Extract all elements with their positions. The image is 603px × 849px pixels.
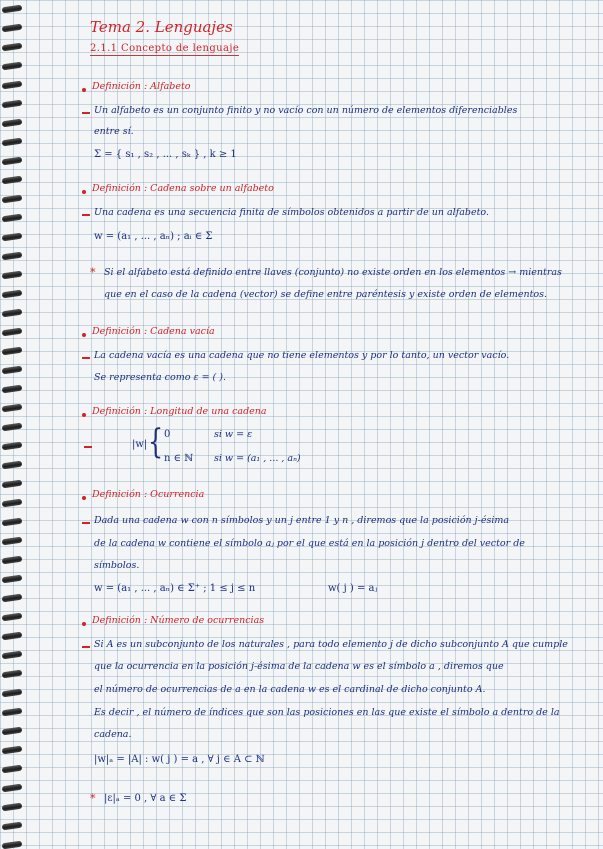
definition-numero-star-formula: |ε|ₐ = 0 , ∀ a ∈ Σ [104, 793, 187, 804]
definition-vacia-text-2: Se representa como ε = ( ). [94, 372, 227, 383]
dash-marker [82, 646, 90, 648]
definition-vacia-label: Definición : Cadena vacía [92, 326, 215, 337]
definition-numero-text-4: Es decir , el número de índices que son las posiciones en las que existe el símbolo a dentro de la [94, 707, 560, 718]
dash-marker [82, 522, 90, 524]
dash-marker [84, 446, 92, 448]
section-subtitle: 2.1.1 Concepto de lenguaje [90, 43, 240, 54]
definition-alfabeto-text-1: Un alfabeto es un conjunto finito y no vacío con un número de elementos diferenciables [94, 105, 518, 116]
definition-ocurrencia-formula-2: w( j ) = aⱼ [328, 583, 378, 594]
definition-alfabeto-formula: Σ = { s₁ , s₂ , ... , sₖ } , k ≥ 1 [94, 149, 237, 160]
definition-numero-formula: |w|ₐ = |A| : w( j ) = a , ∀ j ∈ A ⊂ ℕ [94, 754, 265, 765]
longitud-condition-1: si w = ε [214, 429, 253, 440]
definition-alfabeto-text-2: entre sí. [94, 126, 134, 137]
star-icon: * [90, 792, 96, 805]
bullet-dot [82, 413, 86, 417]
definition-cadena-text-1: Una cadena es una secuencia finita de símbolos obtenidos a partir de un alfabeto. [94, 207, 489, 218]
bullet-dot [82, 496, 86, 500]
definition-ocurrencia-text-1: Dada una cadena w con n símbolos y un j entre 1 y n , diremos que la posición j-ésima [94, 515, 510, 526]
longitud-condition-2: si w = (a₁ , ... , aₙ) [214, 453, 301, 464]
definition-vacia-text-1: La cadena vacía es una cadena que no tiene elementos y por lo tanto, un vector vacío. [94, 350, 510, 361]
definition-numero-text-3: el número de ocurrencias de a en la cadena w es el cardinal de dicho conjunto A. [94, 684, 486, 695]
dash-marker [82, 357, 90, 359]
star-icon: * [90, 266, 96, 279]
definition-ocurrencia-formula-1: w = (a₁ , ... , aₙ) ∈ Σ⁺ ; 1 ≤ j ≤ n [94, 583, 256, 594]
bullet-dot [82, 333, 86, 337]
definition-numero-text-2: que la ocurrencia en la posición j-ésima de la cadena w es el símbolo a , diremos que [94, 661, 504, 672]
longitud-case-1: 0 [164, 429, 171, 440]
definition-numero-text-1: Si A es un subconjunto de los naturales , para todo elemento j de dicho subconjunto A que cumple [94, 639, 568, 650]
dash-marker [82, 112, 90, 114]
page-title: Tema 2. Lenguajes [90, 18, 233, 36]
definition-alfabeto-label: Definición : Alfabeto [92, 81, 191, 92]
definition-ocurrencia-text-2: de la cadena w contiene el símbolo aⱼ por el que está en la posición j dentro del vector de [94, 538, 525, 549]
definition-numero-label: Definición : Número de ocurrencias [92, 615, 265, 626]
longitud-case-2: n ∈ ℕ [164, 453, 194, 464]
bullet-dot [82, 622, 86, 626]
definition-longitud-label: Definición : Longitud de una cadena [92, 406, 267, 417]
definition-ocurrencia-label: Definición : Ocurrencia [92, 489, 205, 500]
definition-ocurrencia-text-3: símbolos. [94, 560, 140, 571]
definition-cadena-label: Definición : Cadena sobre un alfabeto [92, 183, 274, 194]
brace-symbol: { [148, 422, 164, 462]
definition-numero-text-5: cadena. [94, 729, 132, 740]
definition-cadena-note-1: Si el alfabeto está definido entre llaves (conjunto) no existe orden en los elementos → mientras [104, 267, 562, 278]
longitud-lhs: |w| [132, 439, 148, 450]
bullet-dot [82, 190, 86, 194]
dash-marker [82, 214, 90, 216]
definition-cadena-note-2: que en el caso de la cadena (vector) se define entre paréntesis y existe orden de elementos. [104, 289, 547, 300]
definition-cadena-formula: w = (a₁ , ... , aₙ) ; aᵢ ∈ Σ [94, 231, 213, 242]
bullet-dot [82, 88, 86, 92]
